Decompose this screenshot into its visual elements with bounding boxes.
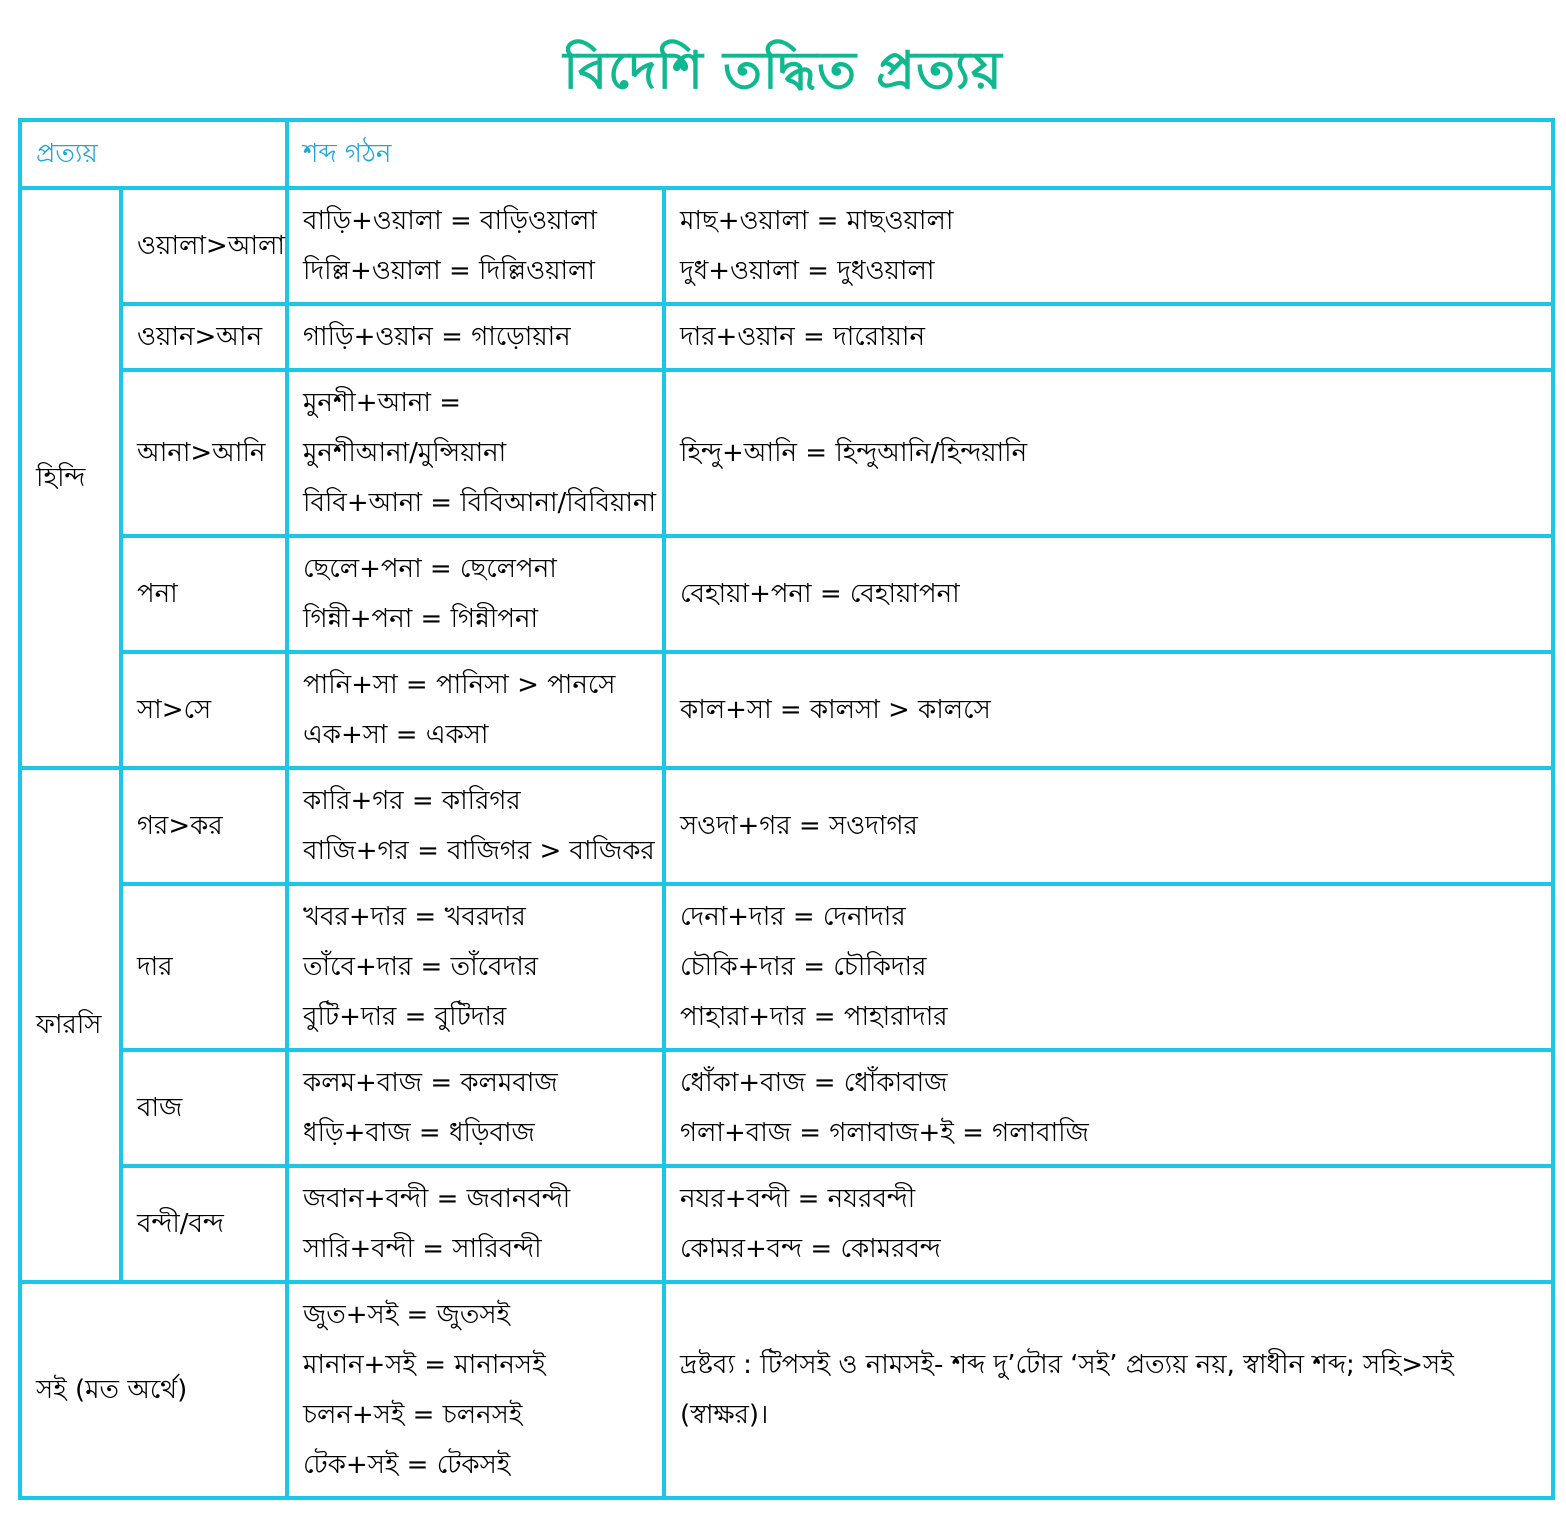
formation-line: সওদা+গর = সওদাগর [680, 811, 918, 841]
formation-line: কাল+সা = কালসা > কালসে [680, 695, 991, 725]
formation-cell-left [287, 768, 664, 884]
formation-line: ছেলে+পনা = ছেলেপনা [303, 554, 557, 584]
formation-cell-right [664, 1050, 1553, 1166]
suffix-cell: ওয়ান>আন [121, 304, 287, 370]
formation-cell-left [287, 1050, 664, 1166]
table-row [20, 652, 1553, 768]
formation-line: দার+ওয়ান = দারোয়ান [680, 322, 925, 352]
formation-line: ধড়ি+বাজ = ধড়িবাজ [303, 1118, 535, 1148]
group-cell: ফারসি [20, 768, 121, 1282]
table-row [20, 536, 1553, 652]
suffix-cell: পনা [121, 536, 287, 652]
formation-line: কারি+গর = কারিগর [303, 786, 521, 816]
header-word-formation: শব্দ গঠন [287, 120, 1553, 188]
formation-line: হিন্দু+আনি = হিন্দুআনি/হিন্দয়ানি [680, 438, 1028, 468]
table-row [20, 370, 1553, 536]
formation-cell-left [287, 884, 664, 1050]
table-row [20, 1282, 1553, 1498]
formation-line: গিন্নী+পনা = গিন্নীপনা [303, 604, 539, 634]
table-row [20, 884, 1553, 1050]
table-row [20, 1050, 1553, 1166]
formation-cell-left [287, 536, 664, 652]
table-row [20, 768, 1553, 884]
formation-line: টেক+সই = টেকসই [303, 1450, 511, 1480]
formation-line: বেহায়া+পনা = বেহায়াপনা [680, 579, 960, 609]
formation-line: বুটি+দার = বুটিদার [303, 1002, 507, 1032]
table-header-row [20, 120, 1553, 188]
formation-line: বাজি+গর = বাজিগর > বাজিকর [303, 836, 655, 866]
formation-line: মুনশীআনা/মুন্সিয়ানা [303, 438, 507, 468]
table-row [20, 188, 1553, 304]
formation-cell-right [664, 188, 1553, 304]
formation-cell-right [664, 370, 1553, 536]
formation-cell-right [664, 304, 1553, 370]
formation-cell-left [287, 1282, 664, 1498]
suffix-cell: গর>কর [121, 768, 287, 884]
formation-cell-right [664, 884, 1553, 1050]
page-title: বিদেশি তদ্ধিত প্রত্যয় [563, 40, 1003, 101]
group-cell: হিন্দি [20, 188, 121, 768]
formation-line: বাড়ি+ওয়ালা = বাড়িওয়ালা [303, 206, 597, 236]
formation-line: মানান+সই = মানানসই [303, 1350, 546, 1380]
formation-line: ধোঁকা+বাজ = ধোঁকাবাজ [680, 1068, 948, 1098]
formation-cell-left [287, 370, 664, 536]
formation-line: দুধ+ওয়ালা = দুধওয়ালা [680, 256, 935, 286]
formation-cell-left [287, 304, 664, 370]
formation-line: এক+সা = একসা [303, 720, 489, 750]
formation-line: পানি+সা = পানিসা > পানসে [303, 670, 616, 700]
suffix-cell: সা>সে [121, 652, 287, 768]
suffix-table [18, 118, 1555, 1500]
formation-line: চলন+সই = চলনসই [303, 1400, 523, 1430]
formation-line: গাড়ি+ওয়ান = গাড়োয়ান [303, 322, 571, 352]
formation-line: তাঁবে+দার = তাঁবেদার [303, 952, 539, 982]
formation-line: মুনশী+আনা = [303, 388, 461, 418]
formation-line: খবর+দার = খবরদার [303, 902, 526, 932]
formation-line: দেনা+দার = দেনাদার [680, 902, 906, 932]
formation-line: কলম+বাজ = কলমবাজ [303, 1068, 558, 1098]
table-row [20, 1166, 1553, 1282]
suffix-cell: ওয়ালা>আলা [121, 188, 287, 304]
header-suffix: প্রত্যয় [20, 120, 287, 188]
formation-line: জবান+বন্দী = জবানবন্দী [303, 1184, 571, 1214]
formation-line: সারি+বন্দী = সারিবন্দী [303, 1234, 542, 1264]
suffix-cell: বাজ [121, 1050, 287, 1166]
formation-cell-right [664, 652, 1553, 768]
formation-line: পাহারা+দার = পাহারাদার [680, 1002, 948, 1032]
formation-line: বিবি+আনা = বিবিআনা/বিবিয়ানা [303, 488, 656, 518]
suffix-cell: আনা>আনি [121, 370, 287, 536]
formation-line: মাছ+ওয়ালা = মাছওয়ালা [680, 206, 954, 236]
formation-line: কোমর+বন্দ = কোমরবন্দ [680, 1234, 941, 1264]
suffix-cell: বন্দী/বন্দ [121, 1166, 287, 1282]
note-cell: দ্রষ্টব্য : টিপসই ও নামসই- শব্দ দু’টোর ‘সই’ প্রত্যয় নয়, স্বাধীন শব্দ; সহি>সই (স্বাক্ষর)। [664, 1282, 1553, 1498]
formation-cell-right [664, 768, 1553, 884]
formation-line: চৌকি+দার = চৌকিদার [680, 952, 927, 982]
formation-cell-left [287, 188, 664, 304]
formation-line: গলা+বাজ = গলাবাজ+ই = গলাবাজি [680, 1118, 1089, 1148]
suffix-cell: দার [121, 884, 287, 1050]
formation-cell-left [287, 652, 664, 768]
formation-line: জুত+সই = জুতসই [303, 1300, 511, 1330]
formation-cell-left [287, 1166, 664, 1282]
formation-line: নযর+বন্দী = নযরবন্দী [680, 1184, 916, 1214]
suffix-cell: সই (মত অর্থে) [20, 1282, 287, 1498]
table-row [20, 304, 1553, 370]
formation-cell-right [664, 536, 1553, 652]
formation-cell-right [664, 1166, 1553, 1282]
formation-line: দিল্লি+ওয়ালা = দিল্লিওয়ালা [303, 256, 595, 286]
